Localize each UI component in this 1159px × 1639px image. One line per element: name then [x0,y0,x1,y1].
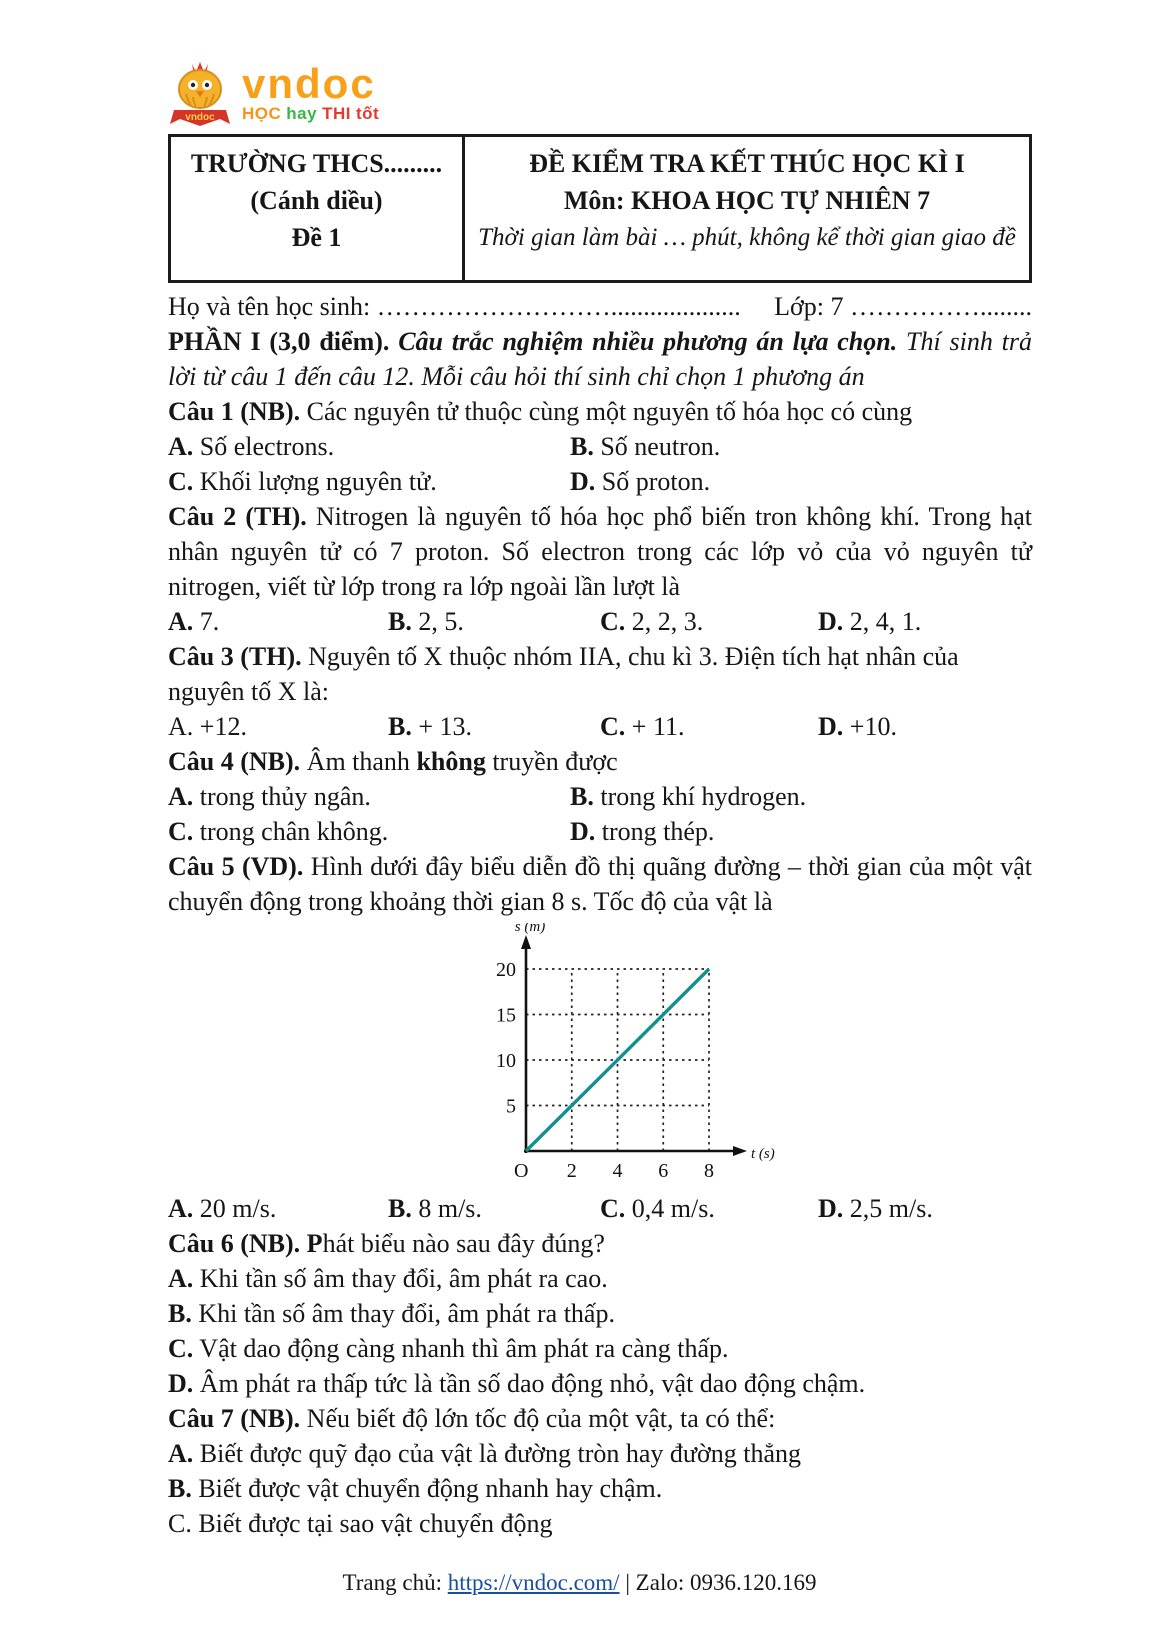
option-text: + 13. [411,712,473,741]
question-2-option-b [388,604,600,639]
brand-name: vndoc [242,60,376,107]
question-1-text: Câu 1 (NB). Các nguyên tử thuộc cùng một nguyên tố hóa học có cùng [168,397,913,426]
option-text: 8 m/s. [411,1194,482,1223]
option-letter: C. [168,467,194,496]
question-2-options [168,604,1032,639]
part1-instructions: Thí sinh trả lời từ câu 1 đến câu 12. Mỗi câu hỏi thí sinh chỉ chọn 1 phương án [168,327,1032,391]
option-letter: C. [168,1509,192,1538]
x-axis-label: t (s) [751,1146,775,1162]
exam-title: ĐỀ KIỂM TRA KẾT THÚC HỌC KÌ I [529,149,965,178]
question-5 [168,849,1032,1226]
question-7-text: Câu 7 (NB). Nếu biết độ lớn tốc độ của một vật, ta có thể: [168,1404,776,1433]
option-letter: B. [168,1474,192,1503]
option-letter: B. [388,607,412,636]
svg-text:20: 20 [496,959,516,981]
svg-text:4: 4 [612,1160,623,1182]
option-text: +12. [193,712,247,741]
option-text: trong thủy ngân. [193,782,371,811]
question-3-option-a [168,709,388,744]
question-3 [168,639,1032,744]
question-5-option-d [818,1191,1032,1226]
mascot-ribbon-text: vndoc [185,112,215,123]
option-letter: D. [168,1369,194,1398]
svg-text:15: 15 [496,1004,516,1027]
option-text: 7. [193,607,220,636]
option-text: Khi tần số âm thay đổi, âm phát ra cao. [193,1264,608,1293]
option-text: Số electrons. [193,432,335,461]
question-6-label: Câu 6 (NB). [168,1229,301,1258]
question-1-option-a [168,429,570,464]
question-4-option-a [168,779,570,814]
tagline-word: HỌC [242,104,282,123]
option-text: trong khí hydrogen. [593,782,807,811]
option-text: Vật dao động càng nhanh thì âm phát ra càng thấp. [193,1334,729,1363]
vndoc-home-link[interactable]: https://vndoc.com/ [447,1570,620,1595]
option-text: 2,5 m/s. [843,1194,933,1223]
part1-heading [168,324,1032,394]
question-2-option-d [818,604,1032,639]
question-7-option-b [168,1471,1032,1506]
option-letter: D. [818,607,844,636]
question-5-options [168,1191,1032,1226]
distance-time-chart-container [464,923,1032,1189]
question-4-option-d [570,814,1032,849]
option-letter: D. [570,817,596,846]
question-1-options [168,429,1032,499]
option-text: 20 m/s. [193,1194,277,1223]
option-text: 0,4 m/s. [625,1194,715,1223]
option-text: Biết được vật chuyển động nhanh hay chậm. [191,1474,663,1503]
question-7-options [168,1436,1032,1541]
exam-subject: Môn: KHOA HỌC TỰ NHIÊN 7 [563,186,931,215]
exam-duration: Thời gian làm bài … phút, không kể thời gian giao đề [478,224,1016,251]
footer-zalo: | Zalo: 0936.120.169 [619,1570,817,1595]
question-3-option-c [600,709,818,744]
distance-time-chart [464,923,786,1189]
question-5-label: Câu 5 (VD). [168,852,304,881]
question-4-option-c [168,814,570,849]
option-letter: A. [168,1194,194,1223]
option-text: Khối lượng nguyên tử. [193,467,437,496]
svg-text:2: 2 [566,1160,577,1182]
option-text: 2, 5. [411,607,464,636]
logo-text [242,60,384,124]
option-letter: A. [168,1439,194,1468]
option-text: Số proton. [595,467,711,496]
option-letter: A. [168,782,194,811]
exam-code: Đề 1 [291,223,342,252]
student-name-field: Họ và tên học sinh: ……………………….................... [168,292,741,321]
header-left-cell [170,136,464,282]
option-letter: C. [168,1334,194,1363]
question-5-option-a [168,1191,388,1226]
school-name: TRƯỜNG THCS......... [190,149,443,178]
question-5-option-c [600,1191,818,1226]
question-6 [168,1226,1032,1401]
vndoc-mascot-icon [168,60,232,128]
question-2-option-a [168,604,388,639]
question-6-option-d [168,1366,1032,1401]
svg-text:5: 5 [506,1095,516,1118]
questions-container [168,394,1032,1541]
question-6-option-a [168,1261,1032,1296]
option-letter: B. [168,1299,192,1328]
tagline-word: hay [286,104,318,123]
question-2 [168,499,1032,639]
question-5-text: Câu 5 (VD). Hình dưới đây biểu diễn đồ thị quãng đường – thời gian của một vật chuyển động trong khoảng thời gian 8 s. Tốc độ của vật là [168,852,1033,916]
question-6-text: Câu 6 (NB). Phát biểu nào sau đây đúng? [168,1229,605,1258]
option-text: 2, 2, 3. [625,607,704,636]
option-text: 2, 4, 1. [843,607,922,636]
option-letter: C. [600,712,626,741]
option-letter: D. [818,712,844,741]
svg-text:8: 8 [704,1160,714,1182]
option-letter: A. [168,1264,194,1293]
student-info-line [168,289,1032,324]
option-text: trong thép. [595,817,715,846]
option-text: trong chân không. [193,817,389,846]
question-4 [168,744,1032,849]
footer-home-label: Trang chủ: [342,1570,448,1595]
question-4-text: Câu 4 (NB). Âm thanh không truyền được [168,747,618,776]
question-7-label: Câu 7 (NB). [168,1404,301,1433]
option-letter: A. [168,712,194,741]
question-3-text: Câu 3 (TH). Nguyên tố X thuộc nhóm IIA, chu kì 3. Điện tích hạt nhân của nguyên tố X là: [168,642,959,706]
option-letter: D. [570,467,596,496]
question-4-options [168,779,1032,849]
question-1-option-c [168,464,570,499]
option-text: Số neutron. [593,432,721,461]
origin-label: O [514,1160,529,1182]
option-letter: C. [600,1194,626,1223]
option-letter: C. [168,817,194,846]
option-letter: D. [818,1194,844,1223]
option-letter: B. [388,712,412,741]
question-3-option-d [818,709,1032,744]
question-1-option-b [570,429,1032,464]
question-5-option-b [388,1191,600,1226]
svg-text:10: 10 [496,1050,516,1072]
question-6-option-b [168,1296,1032,1331]
brand-tagline [242,104,384,124]
option-text: Biết được quỹ đạo của vật là đường tròn hay đường thẳng [193,1439,802,1468]
option-letter: A. [168,432,194,461]
svg-text:6: 6 [658,1160,669,1182]
option-text: Biết được tại sao vật chuyển động [191,1509,553,1538]
student-class-field: Lớp: 7 ……………........ [774,292,1032,321]
question-4-option-b [570,779,1032,814]
question-1-option-d [570,464,1032,499]
y-axis-label: s (m) [514,923,546,935]
option-text: Âm phát ra thấp tức là tần số dao động nhỏ, vật dao động chậm. [193,1369,866,1398]
page-footer [0,1569,1159,1597]
vndoc-logo [168,58,1032,130]
question-2-label: Câu 2 (TH). [168,502,307,531]
part1-title: PHẦN I (3,0 điểm). [168,327,399,356]
tagline-word: THI [322,104,351,123]
tagline-word: tốt [355,104,380,123]
question-2-text: Câu 2 (TH). Nitrogen là nguyên tố hóa học phổ biến tron không khí. Trong hạt nhân nguyên tử có 7 proton. Số electron trong các lớp vỏ của vỏ nguyên tử nitrogen, viết từ lớp trong ra lớp ngoài lần lượt là [168,502,1032,601]
question-2-option-c [600,604,818,639]
class-dotted-line: ……………........ [850,292,1032,321]
option-text: +10. [843,712,897,741]
question-7 [168,1401,1032,1541]
part1-subtitle: Câu trắc nghiệm nhiều phương án lựa chọn. [398,327,907,356]
option-text: + 11. [625,712,685,741]
option-letter: B. [570,782,594,811]
question-6-option-c [168,1331,1032,1366]
question-3-option-b [388,709,600,744]
option-letter: B. [388,1194,412,1223]
question-7-option-c [168,1506,1032,1541]
option-letter: C. [600,607,626,636]
book-series: (Cánh diều) [250,186,383,215]
exam-header-table [168,134,1032,283]
question-3-label: Câu 3 (TH). [168,642,302,671]
header-right-cell [464,136,1031,282]
option-letter: B. [570,432,594,461]
question-3-options [168,709,1032,744]
question-1-label: Câu 1 (NB). [168,397,301,426]
question-6-options [168,1261,1032,1401]
question-1 [168,394,1032,499]
question-7-option-a [168,1436,1032,1471]
option-letter: A. [168,607,194,636]
option-text: Khi tần số âm thay đổi, âm phát ra thấp. [191,1299,615,1328]
question-4-label: Câu 4 (NB). [168,747,301,776]
name-dotted-line: ……………………….................... [376,292,741,321]
